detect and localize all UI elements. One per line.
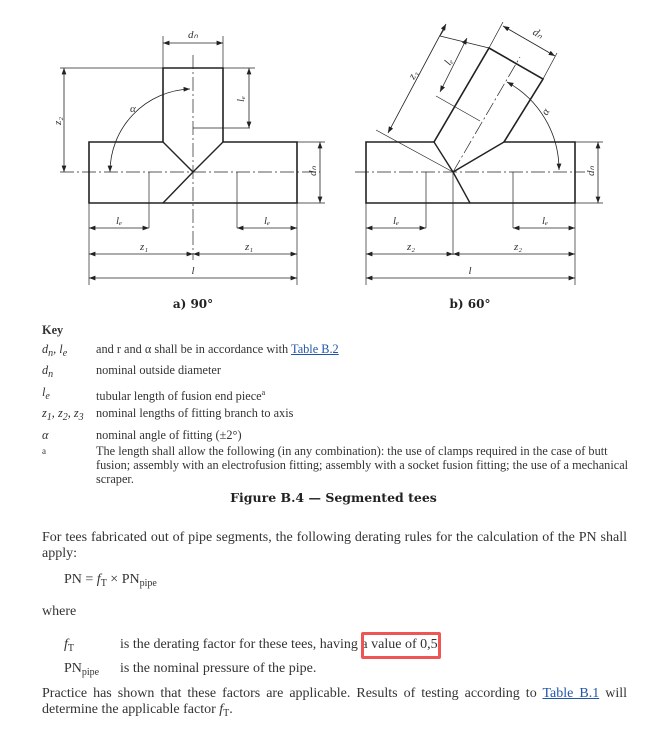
table-b1-link[interactable]: Table B.1: [542, 686, 600, 701]
subfigure-label-b: b) 60°: [449, 297, 491, 311]
symbol-f-sub: T: [67, 643, 74, 654]
formula-f-sub: T: [100, 578, 107, 589]
label-z2-left-b: z₂: [406, 241, 416, 253]
period: .: [229, 702, 233, 717]
label-alpha-a: α: [130, 103, 136, 115]
label-dn-top-a: dₙ: [188, 29, 198, 41]
label-le-left-b: lₑ: [393, 215, 399, 227]
label-z1-left-a: z₁: [139, 241, 149, 253]
label-l-a: l: [191, 265, 195, 277]
footnote-marker: a: [261, 387, 266, 397]
key-title: Key: [42, 323, 64, 337]
key-row: [42, 362, 642, 384]
formula-times-pn: × PN: [106, 572, 140, 587]
label-dn-side-b: dₙ: [585, 166, 597, 176]
label-alpha-b: α: [539, 106, 553, 118]
paragraph-derating-intro: For tees fabricated out of pipe segments, the following derating rules for the calculation of the PN shall apply:: [42, 530, 627, 561]
key-text: tubular length of fusion end piece: [96, 388, 262, 403]
pn-formula: [64, 572, 157, 589]
key-symbol: α: [42, 427, 49, 442]
highlight-box: [361, 632, 441, 659]
key-text: nominal outside diameter: [96, 363, 221, 377]
tee-90: [60, 36, 325, 285]
label-z1-right-a: z₁: [244, 241, 254, 253]
label-le-right-b: lₑ: [542, 215, 548, 227]
key-symbol: $d_n$, $l_e$: [42, 341, 68, 359]
symbol-pipe-sub: pipe: [81, 667, 100, 678]
figure-key: [42, 322, 642, 486]
label-z2-right-b: z₂: [513, 241, 523, 253]
where-label: where: [42, 604, 77, 619]
key-symbol: $d_n$: [42, 363, 54, 380]
label-le-diag-b: lₑ: [442, 56, 456, 68]
key-symbol: a: [42, 446, 46, 457]
key-row: [42, 384, 642, 406]
definition-text: is the derating factor for these tees, having a value of 0,5;: [120, 637, 442, 652]
figure-b4: [0, 0, 667, 320]
label-dn-top-b: dₙ: [530, 26, 546, 42]
key-row: [42, 405, 642, 427]
subfigure-label-a: a) 90°: [172, 297, 214, 311]
figure-caption: Figure B.4 — Segmented tees: [230, 490, 437, 505]
table-b2-link[interactable]: Table B.2: [291, 341, 339, 356]
definition-text: is the nominal pressure of the pipe.: [120, 661, 317, 676]
key-text: nominal lengths of fitting branch to axis: [96, 406, 294, 421]
label-l-b: l: [468, 265, 472, 277]
key-text: The length shall allow the following (in any combination): the use of clamps required in the case of butt fusion; assembly with an electrofusion fitting; assembly with a socket fusion fitting; the use of a mechanical scraper.: [96, 444, 629, 487]
definition-pnpipe: [64, 661, 316, 678]
segmented-tees-drawing: [0, 0, 667, 320]
label-z3-b: z₃: [406, 68, 421, 82]
label-le-left-a: lₑ: [116, 215, 122, 227]
symbol-f: f: [219, 702, 224, 717]
key-footnote: [42, 444, 642, 486]
label-le-right-a: lₑ: [264, 215, 270, 227]
paragraph-practice: [42, 686, 627, 722]
label-le-vert-a: lₑ: [235, 96, 247, 102]
key-row: [42, 427, 642, 445]
practice-text-cont: will determine the applicable factor: [42, 686, 627, 717]
label-z2-a: z₂: [52, 116, 64, 125]
symbol-f: f: [64, 637, 68, 652]
key-symbol: $l_e$: [42, 384, 50, 402]
symbol-f-sub: T: [223, 708, 230, 719]
key-text: and r and α shall be in accordance with: [96, 341, 292, 356]
key-text: nominal angle of fitting (±2°): [96, 427, 242, 442]
symbol-pn: PN: [64, 661, 82, 676]
definition-symbol: [64, 637, 120, 654]
definition-symbol: [64, 661, 120, 678]
label-dn-side-a: dₙ: [307, 166, 319, 176]
key-symbol: $z_1$, $z_2$, $z_3$: [42, 406, 84, 424]
formula-lhs: PN =: [64, 572, 97, 587]
key-row: [42, 341, 642, 363]
formula-f: f: [96, 572, 101, 587]
formula-pipe-sub: pipe: [139, 578, 157, 589]
tee-60: [355, 22, 603, 285]
practice-text: Practice has shown that these factors are applicable. Results of testing according to: [42, 686, 543, 701]
